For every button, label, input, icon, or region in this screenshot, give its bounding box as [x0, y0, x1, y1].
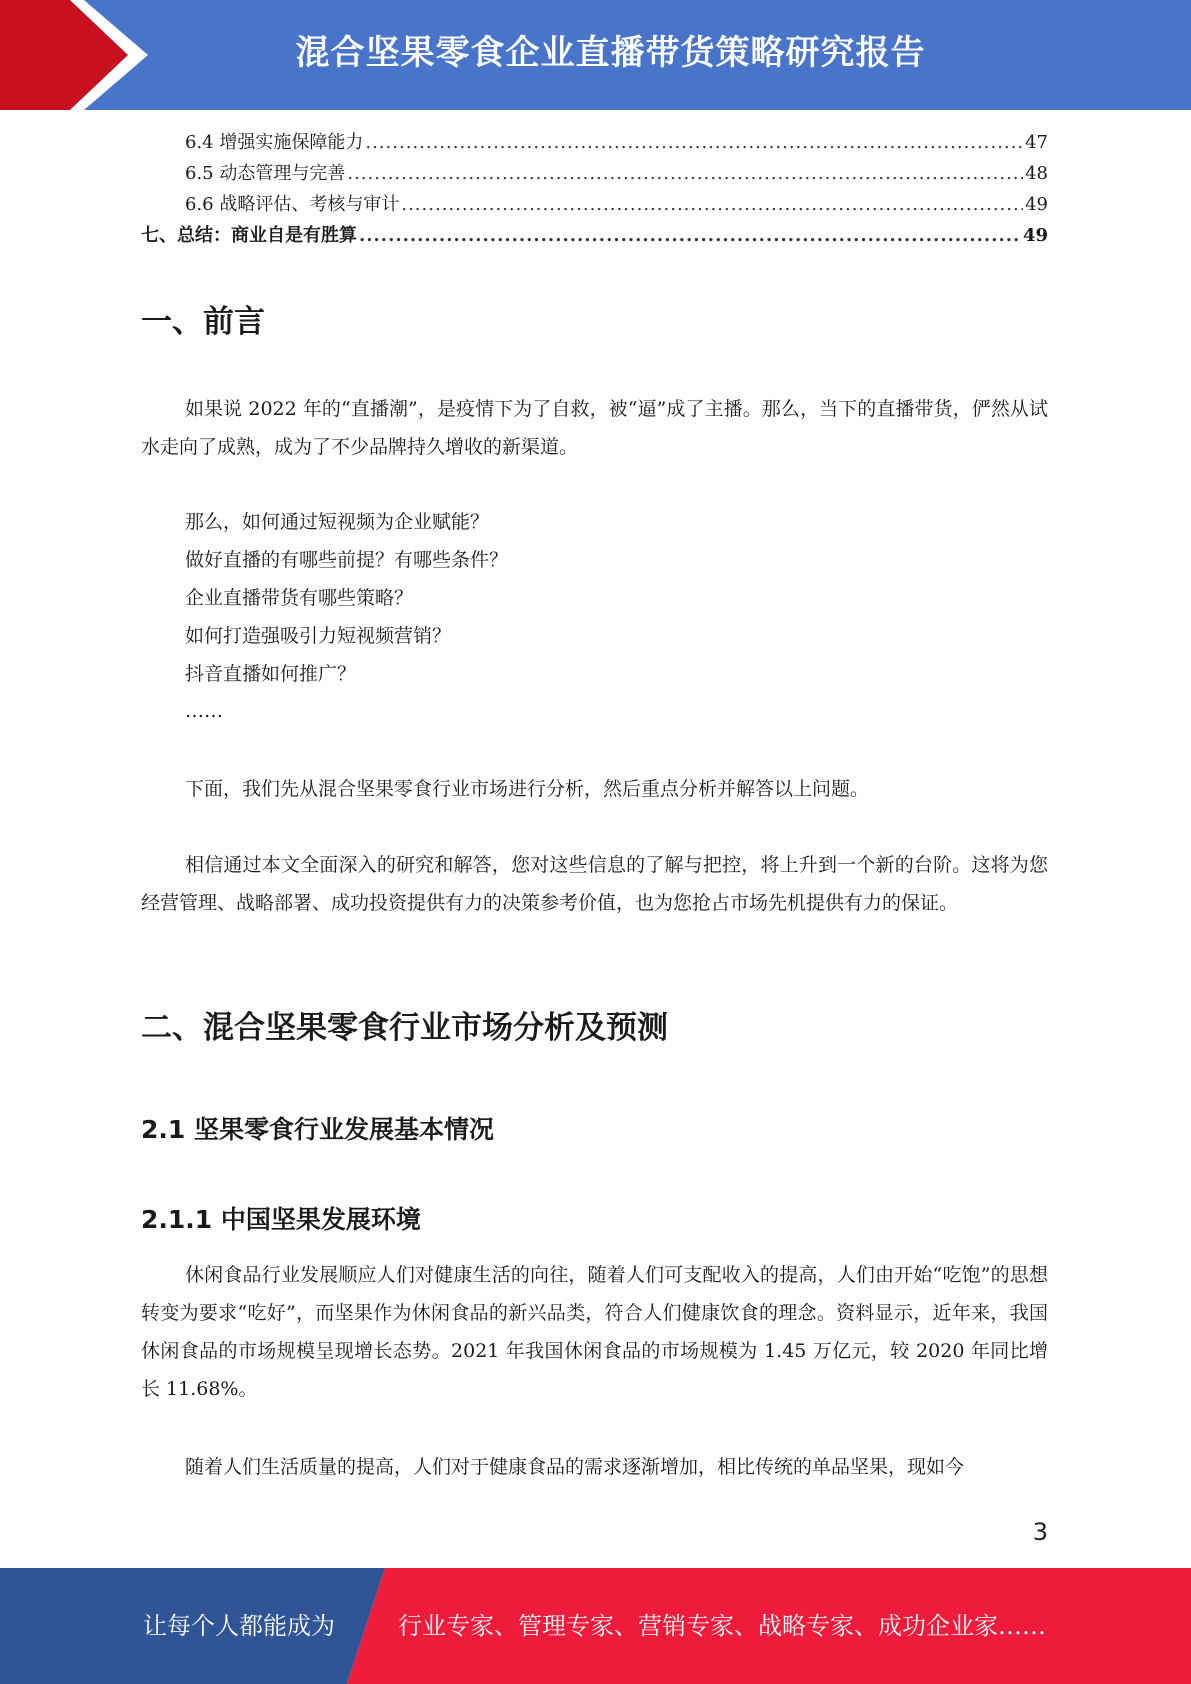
subsection-heading-2-1-1: 2.1.1 中国坚果发展环境 [141, 1205, 421, 1234]
toc-page: 49 [1025, 194, 1048, 215]
question-ellipsis: …… [185, 700, 223, 722]
footer-slogan-left: 让每个人都能成为 [143, 1612, 335, 1640]
section-heading-preface: 一、前言 [141, 304, 265, 340]
toc-label: 6.6 战略评估、考核与审计 [185, 194, 400, 215]
question-item: 那么，如何通过短视频为企业赋能？ [185, 511, 490, 533]
toc-leader [365, 132, 1023, 153]
report-title: 混合坚果零食企业直播带货策略研究报告 [295, 33, 926, 73]
toc-item-6-5[interactable] [141, 159, 1048, 190]
toc-item-6-6[interactable] [141, 190, 1048, 221]
question-item: 做好直播的有哪些前提？有哪些条件？ [185, 549, 509, 571]
preface-paragraph-3: 相信通过本文全面深入的研究和解答，您对这些信息的了解与把控，将上升到一个新的台阶。这将为您经营管理、战略部署、成功投资提供有力的决策参考价值，也为您抢占市场先机提供有力的保证。 [141, 854, 1048, 914]
market-paragraph-1: 休闲食品行业发展顺应人们对健康生活的向往，随着人们可支配收入的提高，人们由开始“吃饱”的思想转变为要求“吃好”，而坚果作为休闲食品的新兴品类，符合人们健康饮食的理念。资料显示，近年来，我国休闲食品的市场规模呈现增长态势。2021 年我国休闲食品的市场规模为 1.45 万亿元，较 2020 年同比增长 11.68%。 [141, 1264, 1048, 1400]
toc-leader [359, 225, 1021, 246]
page-header [0, 0, 1191, 110]
toc-label: 七、总结：商业自是有胜算 [141, 225, 357, 246]
market-paragraph-2: 随着人们生活质量的提高，人们对于健康食品的需求逐渐增加，相比传统的单品坚果，现如今 [185, 1456, 965, 1478]
table-of-contents [141, 128, 1048, 252]
toc-leader [347, 163, 1023, 184]
toc-item-6-4[interactable] [141, 128, 1048, 159]
footer-slogan-right: 行业专家、管理专家、营销专家、战略专家、成功企业家…… [398, 1612, 1046, 1640]
question-item: 抖音直播如何推广？ [185, 663, 357, 685]
toc-page: 49 [1022, 225, 1048, 246]
toc-leader [401, 194, 1023, 215]
question-item: 如何打造强吸引力短视频营销？ [185, 625, 452, 647]
page-footer [0, 1568, 1191, 1684]
section-heading-market-analysis: 二、混合坚果零食行业市场分析及预测 [141, 1010, 668, 1046]
toc-page: 47 [1025, 132, 1048, 153]
subsection-heading-2-1: 2.1 坚果零食行业发展基本情况 [141, 1115, 494, 1144]
toc-item-7[interactable] [141, 221, 1048, 252]
preface-paragraph-1: 如果说 2022 年的“直播潮”，是疫情下为了自救，被“逼”成了主播。那么，当下的直播带货，俨然从试水走向了成熟，成为了不少品牌持久增收的新渠道。 [141, 398, 1048, 458]
toc-label: 6.5 动态管理与完善 [185, 163, 346, 184]
toc-page: 48 [1025, 163, 1048, 184]
question-item: 企业直播带货有哪些策略？ [185, 587, 414, 609]
preface-paragraph-2: 下面，我们先从混合坚果零食行业市场进行分析，然后重点分析并解答以上问题。 [185, 778, 870, 800]
page-number: 3 [1032, 1518, 1048, 1546]
toc-label: 6.4 增强实施保障能力 [185, 132, 364, 153]
